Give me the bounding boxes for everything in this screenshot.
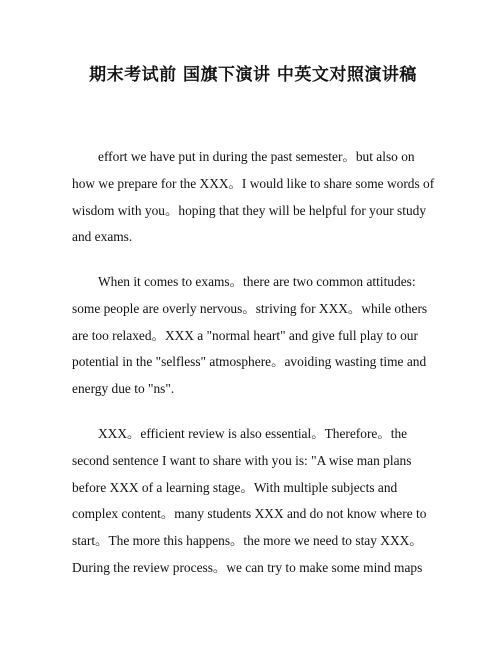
document-title: 期末考试前 国旗下演讲 中英文对照演讲稿	[89, 65, 417, 85]
paragraph-2: When it comes to exams。there are two common attitudes: some people are overly nervous。striving for XXX。while others are too relaxed。XXX a "normal heart" and give full play to our potential in the "selfless" atmosphere。avoiding wasting time and energy due to "ns".	[72, 274, 428, 397]
paragraph-1: effort we have put in during the past semester。but also on how we prepare for the XXX。I would like to share some words of wisdom with you。hoping that they will be helpful for your study and exams.	[72, 149, 435, 245]
paragraph-3: XXX。efficient review is also essential。Therefore。the second sentence I want to share with you is: "A wise man plans before XXX of a learning stage。With multiple subjects and complex content。many students XXX and do not know where to start。The more this happens。the more we need to stay XXX。During the review process。we can try to make some mind maps	[72, 426, 427, 575]
